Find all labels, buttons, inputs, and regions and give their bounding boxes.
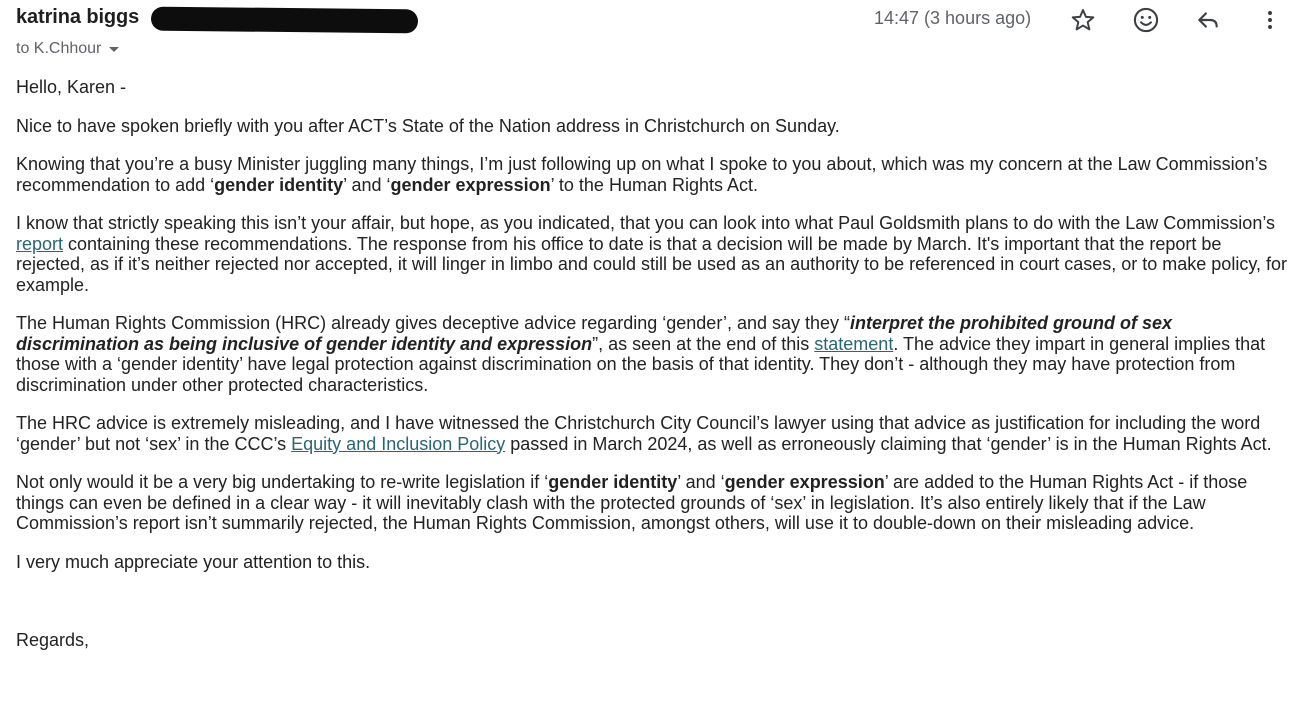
paragraph-5-text-1: The HRC advice is extremely misleading, and I have witnessed the Christchurch City Council’s lawyer using that advice as justification for including the word ‘gender’ but not ‘sex’ in the CCC’s	[16, 413, 1261, 454]
paragraph-4-text-2: ”, as seen at the end of this	[592, 333, 815, 354]
paragraph-4-text-3: . The advice they impart in general implies that those with a ‘gender identity’ have legal protection against discrimination on the basis of that identity. They don’t - although they may have protection from discrimination under other protected characteristics.	[16, 333, 1266, 395]
paragraph-6-text-3: ’ are added to the Human Rights Act - if those things can even be defined in a clear way - it will inevitably clash with the protected grounds of ‘sex’ in legislation. It’s also entirely likely that if the Law Commission’s report isn’t summarily rejected, the Human Rights Commission, amongst others, will use it to double-down on their misleading advice.	[16, 472, 1248, 533]
paragraph-2-text-1: Knowing that you’re a busy Minister juggling many things, I’m just following up on what I spoke to you about, which was my concern at the Law Commission’s recommendation to add ‘	[16, 154, 1268, 195]
chevron-down-icon	[107, 42, 121, 56]
add-reaction-button[interactable]	[1130, 4, 1162, 36]
bold-gender-expression: gender expression	[390, 174, 551, 195]
recipient-details-toggle[interactable]	[16, 40, 121, 58]
paragraph-3-text-1: I know that strictly speaking this isn’t your affair, but hope, as you indicated, that you can look into what Paul Goldsmith plans to do with the Law Commission’s	[16, 213, 1275, 233]
paragraph-1: Nice to have spoken briefly with you after ACT’s State of the Nation address in Christchurch on Sunday.	[16, 115, 840, 136]
paragraph-6-text-2: ’ and ‘	[677, 472, 725, 492]
greeting: Hello, Karen -	[16, 77, 127, 97]
paragraph-2-text-2: ’ and ‘	[343, 174, 391, 195]
more-vert-icon	[1258, 8, 1282, 32]
paragraph-5-text-2: passed in March 2024, as well as erroneously claiming that ‘gender’ is in the Human Rights Act.	[505, 433, 1272, 454]
star-button[interactable]	[1067, 4, 1099, 36]
sign-off: Regards,	[16, 630, 90, 650]
paragraph-4-text-1: The Human Rights Commission (HRC) already gives deceptive advice regarding ‘gender’, and say they “	[16, 313, 851, 333]
equity-policy-link[interactable]: Equity and Inclusion Policy	[291, 433, 506, 454]
paragraph-3	[16, 213, 1288, 295]
redacted-email-address	[151, 7, 418, 34]
blank-space	[16, 590, 1288, 630]
reply-icon	[1195, 7, 1221, 33]
paragraph-4	[16, 313, 1288, 395]
recipient-label: to K.Chhour	[16, 40, 102, 57]
reply-button[interactable]	[1192, 4, 1224, 36]
emoji-icon	[1132, 6, 1160, 34]
statement-link[interactable]: statement	[814, 333, 894, 354]
paragraph-2	[16, 154, 1288, 195]
paragraph-6-text-1: Not only would it be a very big undertaking to re-write legislation if ‘	[16, 472, 549, 492]
more-options-button[interactable]	[1254, 4, 1286, 36]
email-header	[0, 0, 1306, 66]
bold-italic-quote: interpret the prohibited ground of sex discrimination as being inclusive of gender identity and expression	[16, 313, 1173, 354]
bold-gender-identity: gender identity	[548, 472, 678, 492]
paragraph-7: I very much appreciate your attention to this.	[16, 551, 371, 572]
paragraph-2-text-3: ’ to the Human Rights Act.	[550, 174, 759, 195]
paragraph-6	[16, 472, 1288, 534]
email-body	[16, 77, 1288, 669]
sender-name[interactable]: katrina biggs	[16, 6, 140, 28]
star-icon	[1070, 7, 1096, 33]
paragraph-3-text-2: containing these recommendations. The response from his office to date is that a decision will be made by March. It's important that the report be rejected, as if it’s neither rejected nor accepted, it will linger in limbo and could still be used as an authority to be referenced in court cases, or to make policy, for example.	[16, 233, 1287, 295]
paragraph-5	[16, 413, 1288, 454]
email-timestamp: 14:47 (3 hours ago)	[874, 8, 1032, 28]
bold-gender-expression: gender expression	[724, 472, 885, 492]
report-link[interactable]: report	[16, 233, 64, 254]
bold-gender-identity: gender identity	[214, 174, 344, 195]
